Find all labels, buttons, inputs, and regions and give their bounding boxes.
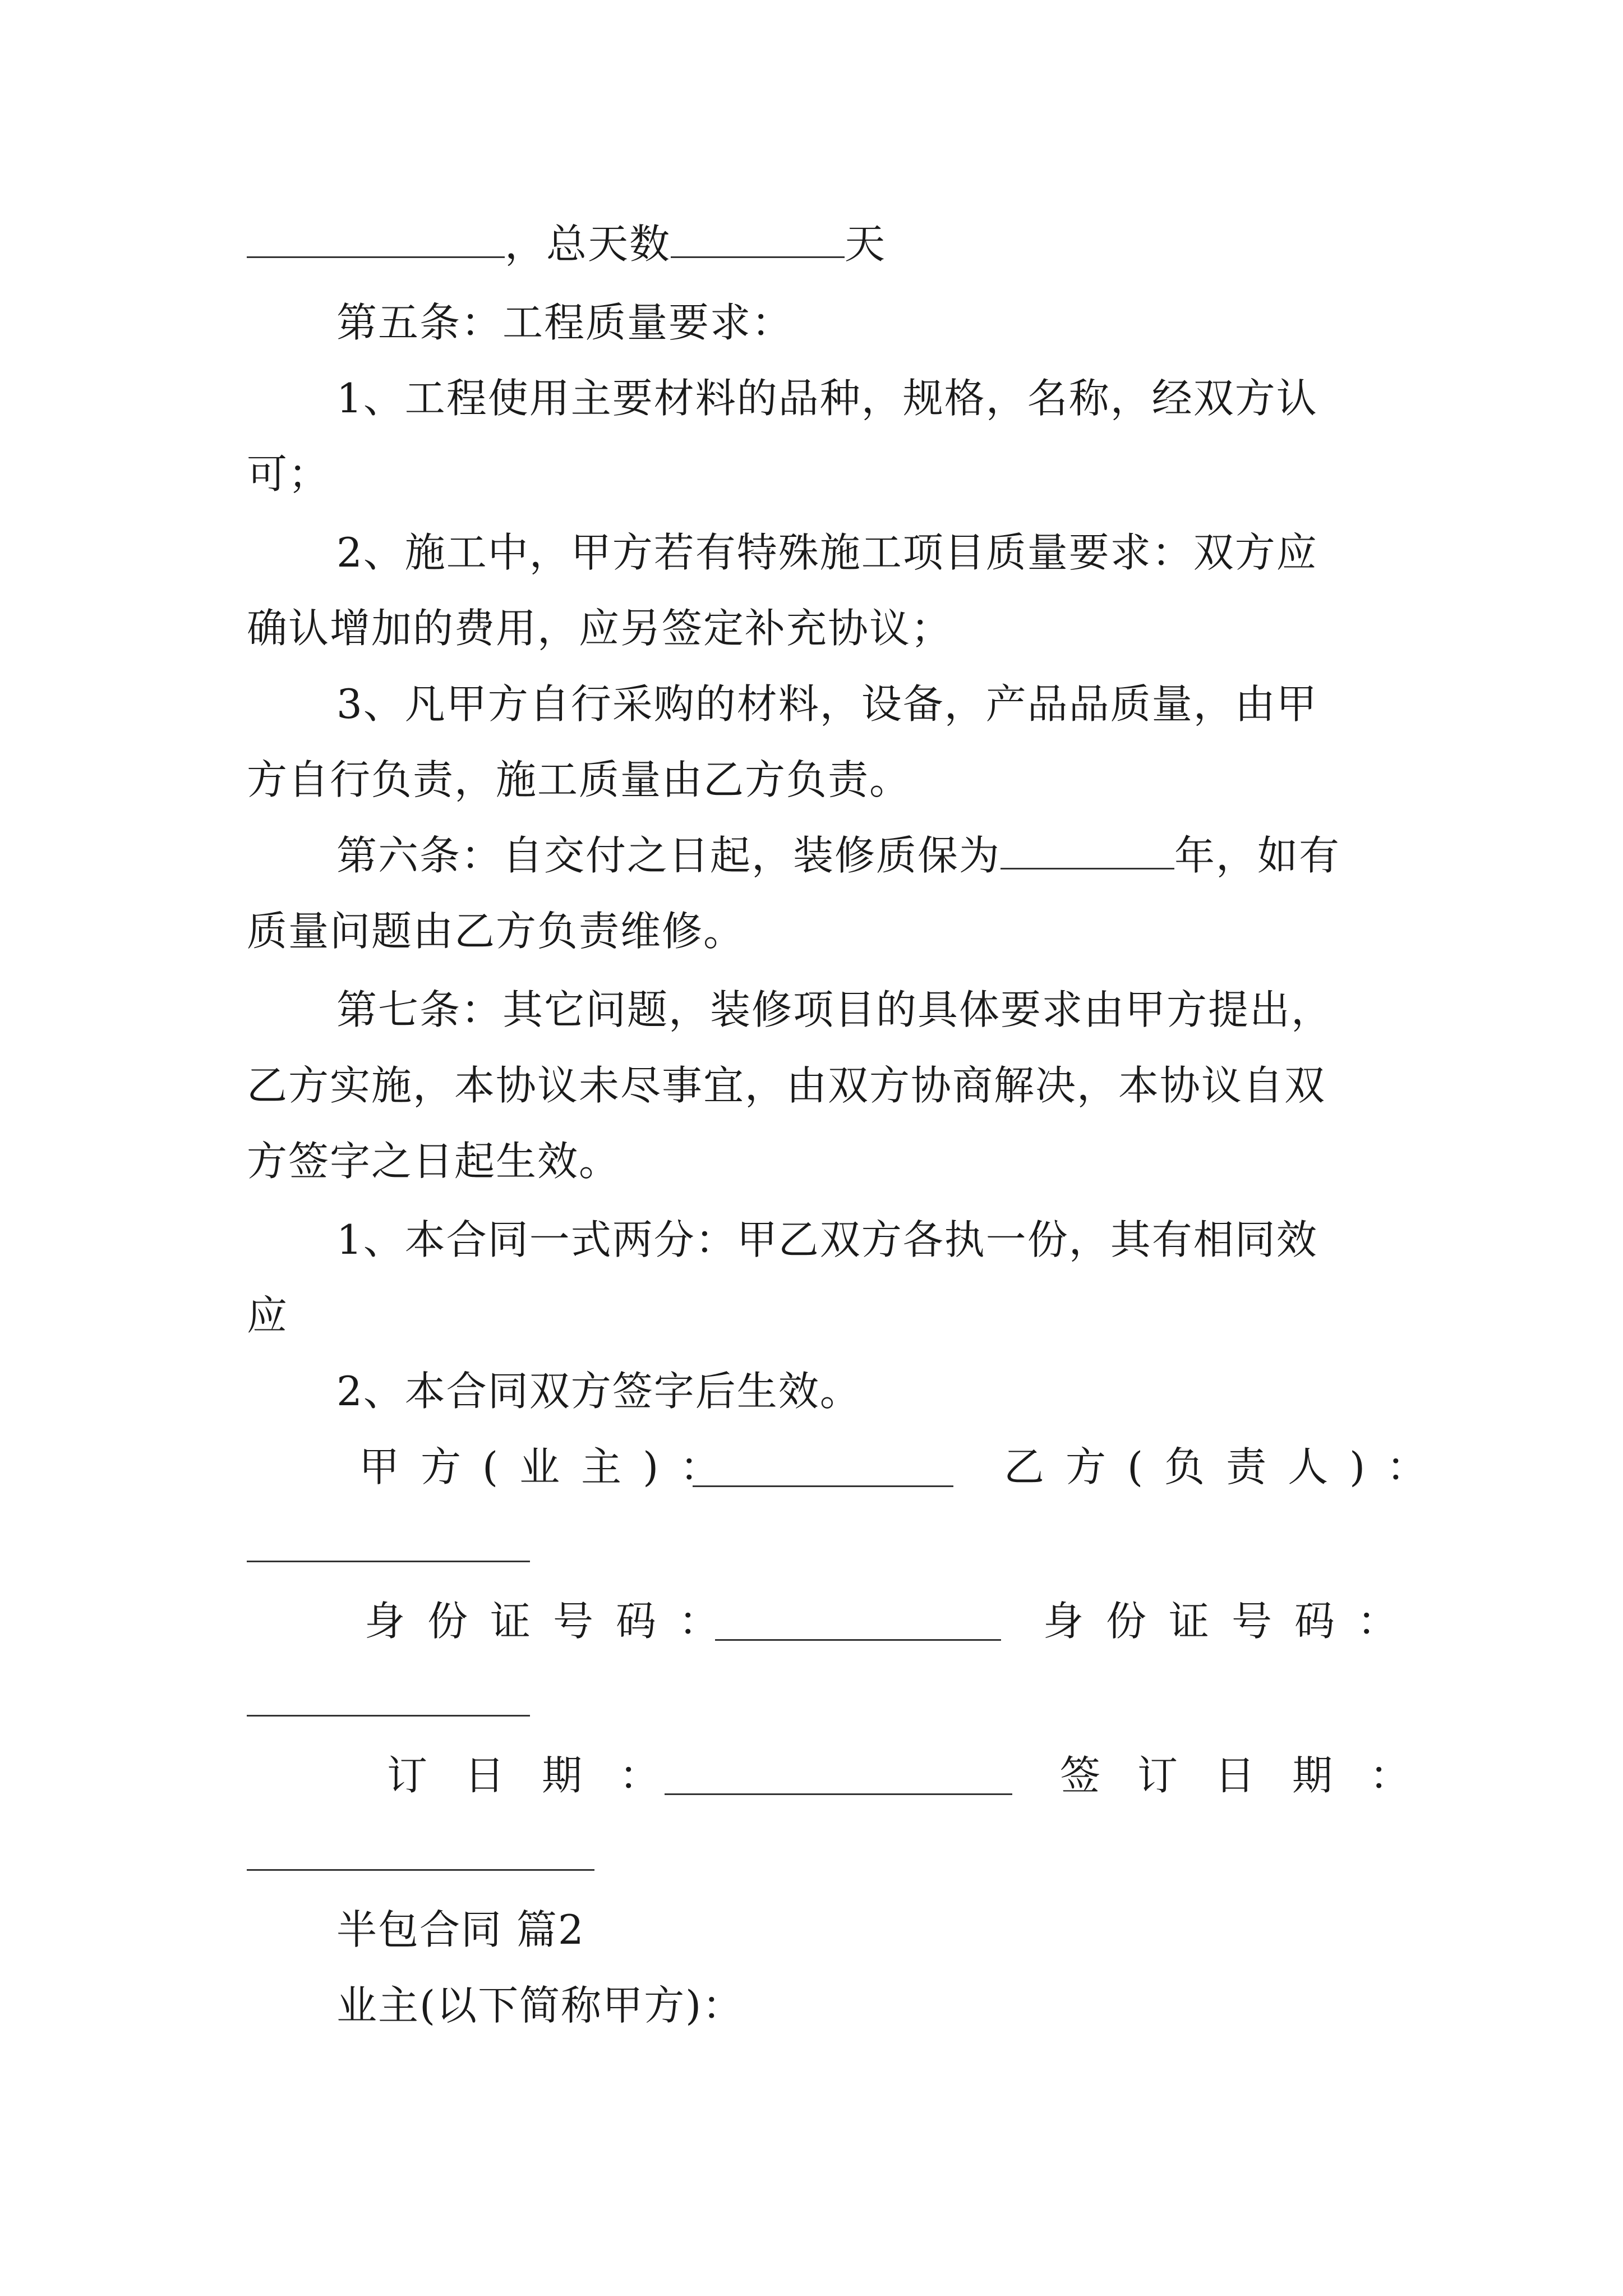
clause-1-line-2: 应 bbox=[247, 1292, 289, 1339]
party-b-signature-line bbox=[247, 1561, 530, 1562]
party-b-date-label-text: 签订日期： bbox=[1060, 1752, 1447, 1799]
article-5-item-1-line-2: 可； bbox=[247, 450, 330, 498]
section-2-title: 半包合同 篇2 bbox=[336, 1906, 585, 1953]
total-days-blank bbox=[671, 223, 845, 258]
article-5-item-3-line-2: 方自行负责，施工质量由乙方负责。 bbox=[247, 756, 911, 803]
article-6-line-2: 质量问题由乙方负责维修。 bbox=[247, 908, 745, 955]
start-date-blank bbox=[247, 223, 505, 258]
days-unit: 天 bbox=[845, 220, 887, 268]
article-6-line-1 bbox=[336, 830, 1340, 881]
party-a-date-label-text: 订日期： bbox=[387, 1752, 697, 1799]
clause-1-line-1: 1、本合同一式两分：甲乙双方各执一份，其有相同效 bbox=[336, 1216, 1318, 1263]
article-5-item-2-line-1: 2、施工中，甲方若有特殊施工项目质量要求：双方应 bbox=[336, 529, 1318, 576]
party-b-id-label bbox=[1043, 1596, 1420, 1646]
article-7-line-2: 乙方实施，本协议未尽事宜，由双方协商解决，本协议自双 bbox=[247, 1062, 1326, 1109]
party-a-label-text: 甲方(业主)： bbox=[359, 1443, 742, 1490]
article-6-text-post: 年，如有 bbox=[1174, 832, 1341, 879]
party-b-id-line bbox=[247, 1715, 530, 1717]
party-a-id-line bbox=[715, 1639, 1001, 1641]
party-a-date-label bbox=[387, 1750, 697, 1801]
warranty-years-blank bbox=[1000, 834, 1174, 869]
party-a-id-label-text: 身份证号码： bbox=[365, 1598, 742, 1645]
party-a-date-line bbox=[665, 1793, 1012, 1795]
party-b-label bbox=[1004, 1442, 1448, 1492]
party-b-id-label-text: 身份证号码： bbox=[1043, 1598, 1421, 1645]
party-a-id-label bbox=[365, 1596, 741, 1646]
party-a-label bbox=[359, 1442, 741, 1492]
owner-line: 业主(以下简称甲方)： bbox=[336, 1982, 744, 2029]
article-7-line-1: 第七条：其它问题，装修项目的具体要求由甲方提出， bbox=[336, 986, 1333, 1033]
party-b-label-text: 乙方(负责人)： bbox=[1004, 1443, 1449, 1490]
clause-2: 2、本合同双方签字后生效。 bbox=[336, 1368, 861, 1415]
article-5-item-1-line-1: 1、工程使用主要材料的品种，规格，名称，经双方认 bbox=[336, 375, 1318, 422]
article-5-item-3-line-1: 3、凡甲方自行采购的材料，设备，产品品质量，由甲 bbox=[336, 680, 1318, 728]
article-7-line-3: 方签字之日起生效。 bbox=[247, 1138, 621, 1185]
duration-line bbox=[247, 219, 886, 269]
article-6-text-pre: 第六条：自交付之日起，装修质保为 bbox=[336, 832, 1001, 879]
party-b-date-label bbox=[1060, 1750, 1447, 1801]
article-5-item-2-line-2: 确认增加的费用，应另签定补充协议； bbox=[247, 605, 953, 652]
total-days-label: ，总天数 bbox=[505, 220, 671, 268]
party-b-date-line bbox=[247, 1869, 594, 1871]
article-5-title: 第五条：工程质量要求： bbox=[336, 299, 794, 346]
party-a-signature-line bbox=[693, 1485, 953, 1487]
